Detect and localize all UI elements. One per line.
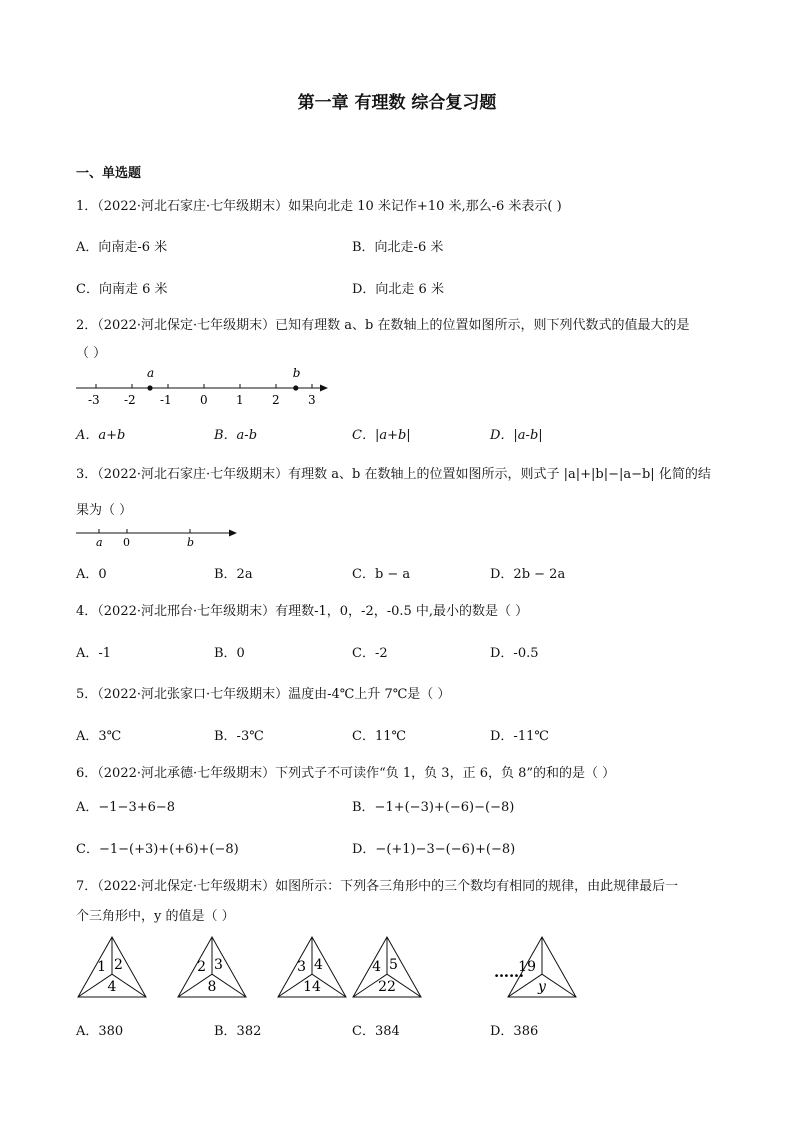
question-6-stem: 6．（2022·河北承德·七年级期末）下列式子不可读作“负 1，负 3，正 6，负 8”的和的是（ ） <box>76 766 616 781</box>
q7-triangle-1-left: 1 <box>97 959 106 976</box>
q7-option-d[interactable]: D．386 <box>490 1024 539 1039</box>
q2-number-line <box>70 362 340 408</box>
q7-ellipsis: …… <box>494 963 524 981</box>
question-3-stem-line2: 果为（ ） <box>76 503 133 518</box>
q6-option-a[interactable]: A．−1−3+6−8 <box>76 800 176 815</box>
q6-option-b[interactable]: B．−1+(−3)+(−6)−(−8) <box>352 800 515 815</box>
question-3-stem-line1: 3．（2022·河北石家庄·七年级期末）有理数 a、b 在数轴上的位置如图所示，则式子 |a|+|b|−|a−b| 化简的结 <box>76 467 711 482</box>
question-7-stem-line1: 7．（2022·河北保定·七年级期末）如图所示：下列各三角形中的三个数均有相同的规律，由此规律最后一 <box>76 879 679 894</box>
q7-triangle-1-divider-2 <box>112 974 146 997</box>
q7-triangle-2-right: 3 <box>214 957 223 974</box>
q2-tick-label-3: 0 <box>200 393 208 407</box>
q2-tick-label-4: 1 <box>236 393 244 407</box>
q2-tick-label-6: 3 <box>308 393 316 407</box>
q4-option-b[interactable]: B．0 <box>214 646 245 661</box>
q2-tick-label-0: -3 <box>88 393 100 407</box>
q2-option-b[interactable]: B．a-b <box>214 428 258 443</box>
q3-label-b: b <box>187 536 195 549</box>
q4-option-d[interactable]: D．-0.5 <box>490 646 539 661</box>
q3-option-d[interactable]: D．2b − 2a <box>490 567 566 582</box>
q7-triangle-4-left: 4 <box>372 959 381 976</box>
question-2-stem-line2: （ ） <box>76 346 107 361</box>
q4-option-c[interactable]: C．-2 <box>352 646 388 661</box>
q7-option-b[interactable]: B．382 <box>214 1024 262 1039</box>
q7-triangle-4-right: 5 <box>389 957 398 974</box>
q2-label-b: b <box>292 366 301 380</box>
q2-point-b <box>293 385 298 390</box>
q7-triangle-3-left: 3 <box>297 959 306 976</box>
q2-tick-label-2: -1 <box>160 393 172 407</box>
page-title: 第一章 有理数 综合复习题 <box>297 93 497 113</box>
q7-triangle-4-bottom: 22 <box>378 979 396 995</box>
q4-option-a[interactable]: A．-1 <box>76 646 112 661</box>
q7-triangle-1-bottom: 4 <box>107 979 117 995</box>
question-1-stem: 1．（2022·河北石家庄·七年级期末）如果向北走 10 米记作+10 米,那么-6 米表示( ) <box>76 199 562 214</box>
q1-option-b[interactable]: B．向北走-6 米 <box>352 240 444 255</box>
q7-option-a[interactable]: A．380 <box>76 1024 124 1039</box>
q7-triangle-2-left: 2 <box>197 959 206 976</box>
q7-option-c[interactable]: C．384 <box>352 1024 400 1039</box>
q2-point-a <box>147 385 152 390</box>
q1-option-c[interactable]: C．向南走 6 米 <box>76 282 168 297</box>
q2-option-a[interactable]: A．a+b <box>76 428 126 443</box>
q7-triangle-3-bottom: 14 <box>303 979 321 995</box>
q2-label-a: a <box>147 366 155 380</box>
q2-tick-label-1: -2 <box>124 393 136 407</box>
q7-triangle-figure <box>70 932 590 1004</box>
q6-option-c[interactable]: C．−1−(+3)+(+6)+(−8) <box>76 842 239 857</box>
q3-option-c[interactable]: C．b − a <box>352 567 411 582</box>
q7-triangle-5-bottom: y <box>538 979 546 995</box>
q3-label-0: 0 <box>123 536 130 549</box>
q5-option-c[interactable]: C．11℃ <box>352 729 407 744</box>
q5-option-d[interactable]: D．-11℃ <box>490 729 549 744</box>
section-heading: 一、单选题 <box>76 166 142 181</box>
q5-option-b[interactable]: B．-3℃ <box>214 729 264 744</box>
q3-axis-arrow <box>229 530 237 537</box>
q7-triangle-3-right: 4 <box>314 957 323 974</box>
q1-option-a[interactable]: A．向南走-6 米 <box>76 240 168 255</box>
q3-label-a: a <box>96 536 103 549</box>
q2-option-c[interactable]: C．|a+b| <box>352 428 411 443</box>
q2-axis-arrow <box>320 385 328 392</box>
q6-option-d[interactable]: D．−(+1)−3−(−6)+(−8) <box>352 842 516 857</box>
question-7-stem-line2: 个三角形中，y 的值是（ ） <box>76 909 235 924</box>
q7-triangle-2-divider-2 <box>212 974 246 997</box>
q7-triangle-5-left: 19 <box>518 959 536 976</box>
q3-number-line <box>70 522 250 552</box>
question-2-stem-line1: 2．（2022·河北保定·七年级期末）已知有理数 a、b 在数轴上的位置如图所示，则下列代数式的值最大的是 <box>76 318 690 333</box>
question-5-stem: 5．（2022·河北张家口·七年级期末）温度由-4℃上升 7℃是（ ） <box>76 687 451 702</box>
q1-option-d[interactable]: D．向北走 6 米 <box>352 282 444 297</box>
q7-triangle-1-right: 2 <box>114 957 123 974</box>
q2-tick-label-5: 2 <box>272 393 280 407</box>
q2-option-d[interactable]: D．|a-b| <box>490 428 543 443</box>
q3-option-b[interactable]: B．2a <box>214 567 253 582</box>
q3-option-a[interactable]: A．0 <box>76 567 107 582</box>
q7-triangle-5-divider-2 <box>542 974 576 997</box>
q5-option-a[interactable]: A．3℃ <box>76 729 122 744</box>
q7-triangle-2-bottom: 8 <box>207 979 217 995</box>
question-4-stem: 4．（2022·河北邢台·七年级期末）有理数-1，0，-2，-0.5 中,最小的数是（ ） <box>76 604 529 619</box>
